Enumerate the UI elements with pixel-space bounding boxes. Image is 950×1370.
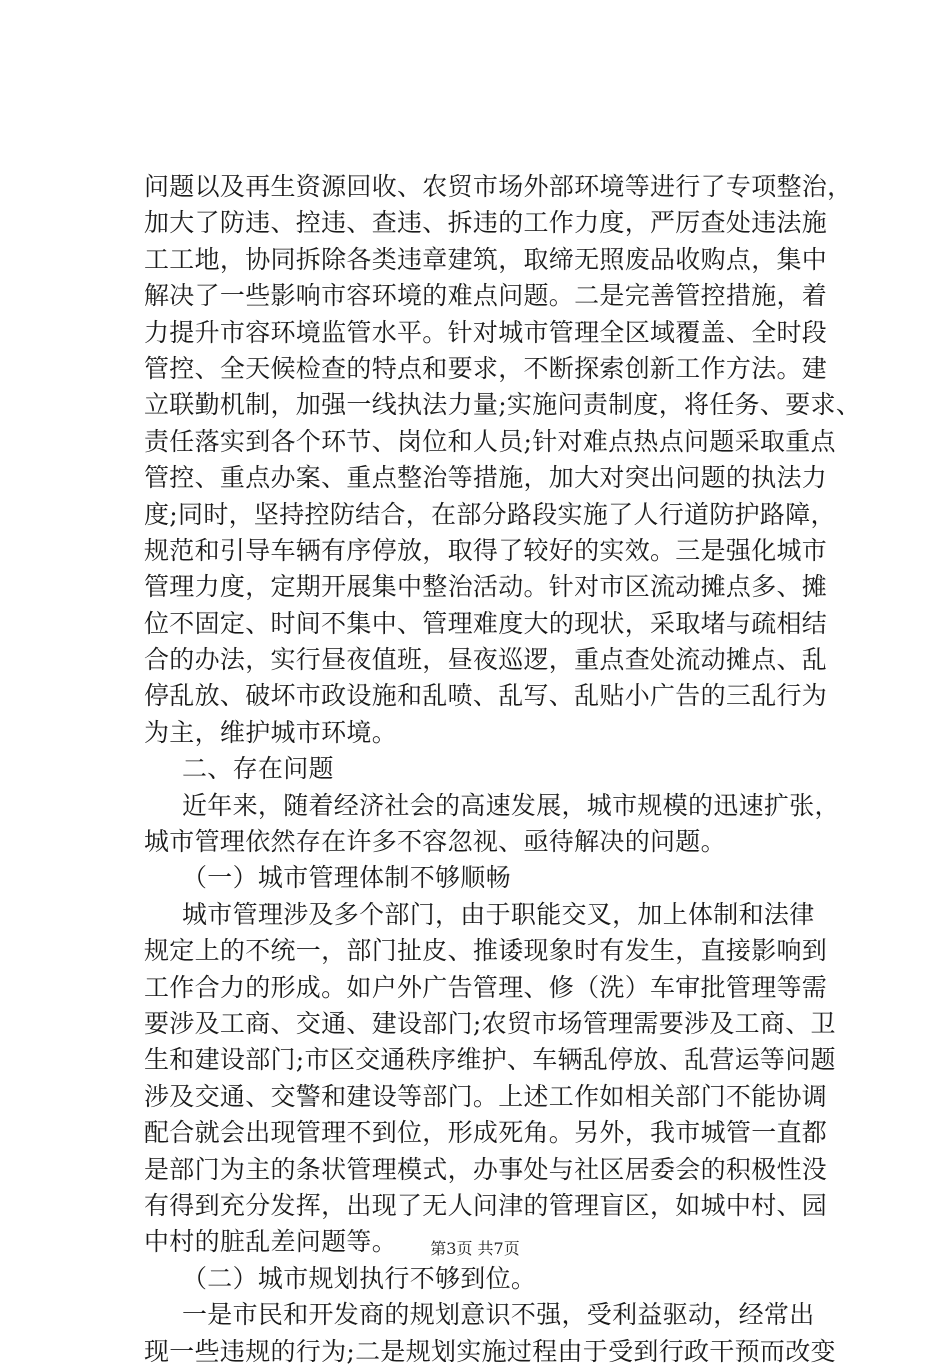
text-line: 配合就会出现管理不到位，形成死角。另外，我市城管一直都	[144, 1118, 828, 1148]
text-line: 涉及交通、交警和建设等部门。上述工作如相关部门不能协调	[144, 1081, 828, 1111]
text-line: 管理力度，定期开展集中整治活动。针对市区流动摊点多、摊	[144, 572, 828, 602]
text-line: 规范和引导车辆有序停放，取得了较好的实效。三是强化城市	[144, 535, 828, 565]
text-line: 停乱放、破坏市政设施和乱喷、乱写、乱贴小广告的三乱行为	[144, 681, 828, 711]
text-line: 一是市民和开发商的规划意识不强，受利益驱动，经常出	[182, 1300, 815, 1330]
text-line: 度;同时，坚持控防结合，在部分路段实施了人行道防护路障，	[144, 499, 836, 529]
text-line: 城市管理依然存在许多不容忽视、亟待解决的问题。	[144, 827, 726, 857]
text-line: 工作合力的形成。如户外广告管理、修（洗）车审批管理等需	[144, 972, 828, 1002]
text-line: 位不固定、时间不集中、管理难度大的现状，采取堵与疏相结	[144, 608, 828, 638]
text-line: 力提升市容环境监管水平。针对城市管理全区域覆盖、全时段	[144, 317, 828, 347]
page-footer: 第3页 共7页	[430, 1239, 520, 1258]
text-line: 合的办法，实行昼夜值班，昼夜巡逻，重点查处流动摊点、乱	[144, 645, 828, 675]
text-line: 责任落实到各个环节、岗位和人员;针对难点热点问题采取重点	[144, 426, 836, 456]
text-line: 立联勤机制，加强一线执法力量;实施问责制度，将任务、要求、	[144, 390, 862, 420]
text-line: （一）城市管理体制不够顺畅	[182, 863, 511, 893]
text-line: 加大了防违、控违、查违、拆违的工作力度，严厉查处违法施	[144, 208, 828, 238]
text-line: 问题以及再生资源回收、农贸市场外部环境等进行了专项整治，	[144, 172, 853, 201]
text-line: 近年来，随着经济社会的高速发展，城市规模的迅速扩张，	[182, 790, 840, 820]
text-line: （二）城市规划执行不够到位。	[182, 1263, 537, 1293]
text-line: 管控、重点办案、重点整治等措施，加大对突出问题的执法力	[144, 463, 828, 493]
text-line: 工工地，协同拆除各类违章建筑，取缔无照废品收购点，集中	[144, 244, 828, 274]
text-line: 二、存在问题	[182, 754, 334, 784]
text-line: 为主，维护城市环境。	[144, 717, 398, 747]
text-line: 城市管理涉及多个部门，由于职能交叉，加上体制和法律	[182, 899, 815, 929]
text-line: 要涉及工商、交通、建设部门;农贸市场管理需要涉及工商、卫	[144, 1008, 836, 1038]
text-line: 解决了一些影响市容环境的难点问题。二是完善管控措施，着	[144, 281, 828, 311]
text-line: 有得到充分发挥，出现了无人问津的管理盲区，如城中村、园	[144, 1190, 828, 1220]
text-line: 规定上的不统一，部门扯皮、推诿现象时有发生，直接影响到	[144, 936, 828, 966]
text-line: 中村的脏乱差问题等。	[144, 1227, 398, 1257]
text-line: 管控、全天候检查的特点和要求，不断探索创新工作方法。建	[144, 353, 828, 383]
text-line: 生和建设部门;市区交通秩序维护、车辆乱停放、乱营运等问题	[144, 1045, 836, 1075]
text-line: 是部门为主的条状管理模式，办事处与社区居委会的积极性没	[144, 1154, 828, 1184]
text-line: 现一些违规的行为;二是规划实施过程由于受到行政干预而改变	[144, 1336, 836, 1366]
document-body	[144, 169, 862, 1370]
